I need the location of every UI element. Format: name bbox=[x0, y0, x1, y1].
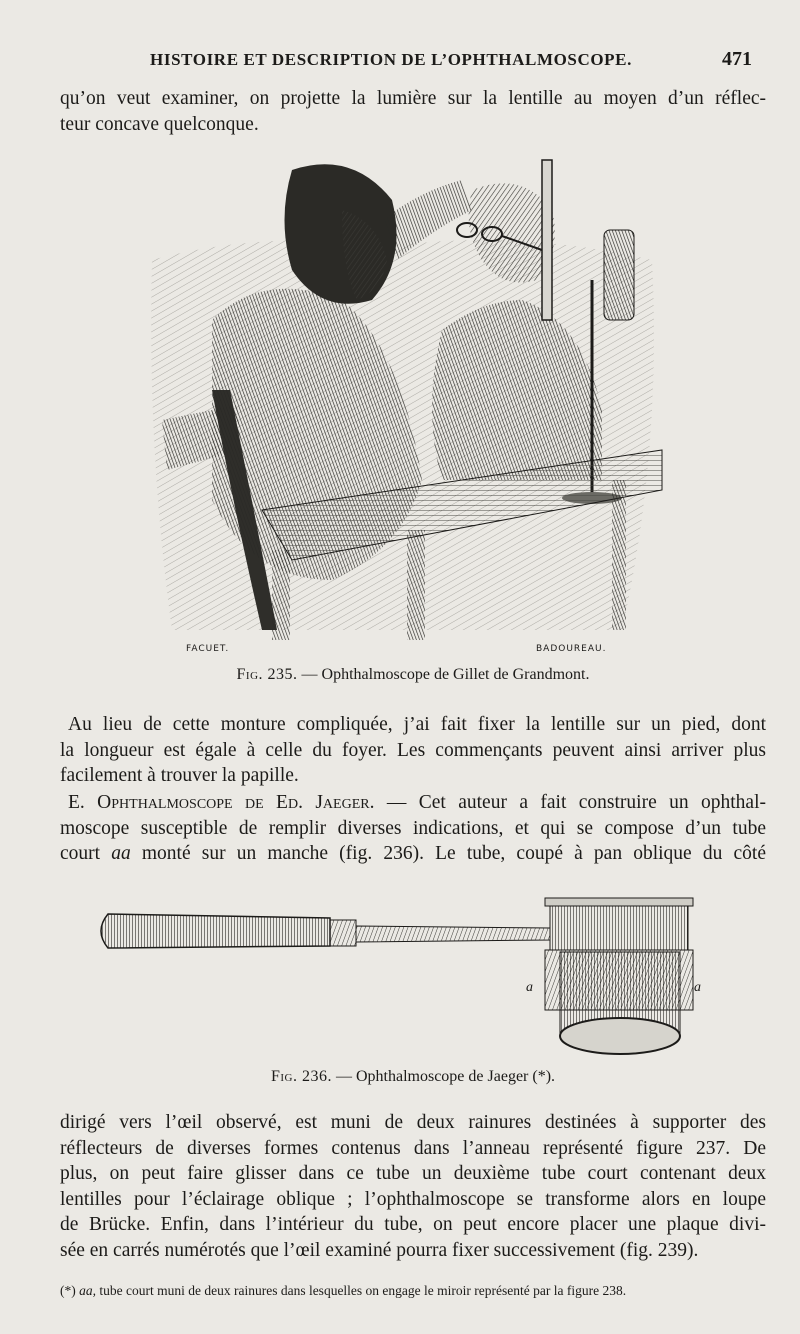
text-line: de Brücke. Enfin, dans l’intérieur du tube, on peut encore placer une plaque divi- bbox=[60, 1214, 766, 1235]
figure-label: Fig. 236. bbox=[270, 1068, 332, 1085]
section-heading: E. Ophthalmoscope de Ed. Jaeger. bbox=[68, 792, 375, 813]
engraver-signature-right: BADOUREAU. bbox=[536, 644, 607, 654]
paragraph-1 bbox=[60, 86, 766, 137]
text-line: lentilles pour l’éclairage oblique ; l’ophthalmoscope se transforme alors en loupe bbox=[60, 1188, 766, 1210]
page-number: 471 bbox=[722, 48, 752, 70]
text-line: la longueur est égale à celle du foyer. Les commençants peuvent ainsi arriver plus bbox=[60, 739, 766, 761]
text-line: réflecteurs de diverses formes contenus dans l’anneau représenté figure 237. De bbox=[60, 1137, 766, 1159]
paragraph-3 bbox=[60, 790, 766, 867]
text-line: qu’on veut examiner, on projette la lumière sur la lentille au moyen d’un réflec- bbox=[60, 88, 766, 109]
figure-235-caption bbox=[60, 666, 766, 684]
text-line: moscope susceptible de remplir diverses indications, et qui se compose d’un tube bbox=[60, 817, 766, 839]
part-label-a-right: a bbox=[694, 980, 701, 995]
figure-caption-text: — Ophthalmoscope de Jaeger (*). bbox=[335, 1068, 556, 1085]
figure-236-engraving bbox=[90, 888, 700, 1060]
running-head bbox=[60, 48, 752, 74]
text-run: — Cet auteur a fait construire un ophthal- bbox=[386, 792, 766, 813]
footnote-mark: (*) bbox=[60, 1283, 76, 1298]
paragraph-2 bbox=[60, 712, 766, 789]
text-run: monté sur un manche (fig. 236). Le tube, coupé à pan oblique du côté bbox=[130, 843, 766, 864]
text-line bbox=[60, 841, 766, 867]
engraver-signature-left: FACUET. bbox=[186, 644, 230, 654]
text-line: teur concave quelconque. bbox=[60, 113, 259, 135]
figure-235-engraving bbox=[142, 150, 666, 644]
text-line bbox=[60, 790, 766, 816]
footnote-text: tube court muni de deux rainures dans lesquelles on engage le miroir représenté par la figure 238. bbox=[99, 1283, 627, 1298]
text-line: Au lieu de cette monture compliquée, j’ai fait fixer la lentille sur un pied, dont bbox=[68, 714, 766, 735]
paragraph-4 bbox=[60, 1110, 766, 1263]
footnote-italic: aa, bbox=[79, 1283, 96, 1298]
italic-label: aa bbox=[111, 843, 131, 864]
footnote bbox=[60, 1282, 766, 1300]
figure-236-caption bbox=[60, 1068, 766, 1086]
text-line: sée en carrés numérotés que l’œil examiné pourra fixer successivement (fig. 239). bbox=[60, 1239, 699, 1261]
text-line: facilement à trouver la papille. bbox=[60, 765, 299, 786]
running-head-title: HISTOIRE ET DESCRIPTION DE L’OPHTHALMOSCOPE. bbox=[150, 50, 632, 69]
text-line: dirigé vers l’œil observé, est muni de deux rainures destinées à supporter des bbox=[60, 1112, 766, 1133]
text-line: plus, on peut faire glisser dans ce tube un deuxième tube court contenant deux bbox=[60, 1163, 766, 1184]
figure-label: Fig. 235. bbox=[236, 666, 298, 683]
part-label-a-left: a bbox=[526, 980, 533, 995]
figure-caption-text: — Ophthalmoscope de Gillet de Grandmont. bbox=[301, 666, 590, 683]
text-run: court bbox=[60, 843, 112, 864]
